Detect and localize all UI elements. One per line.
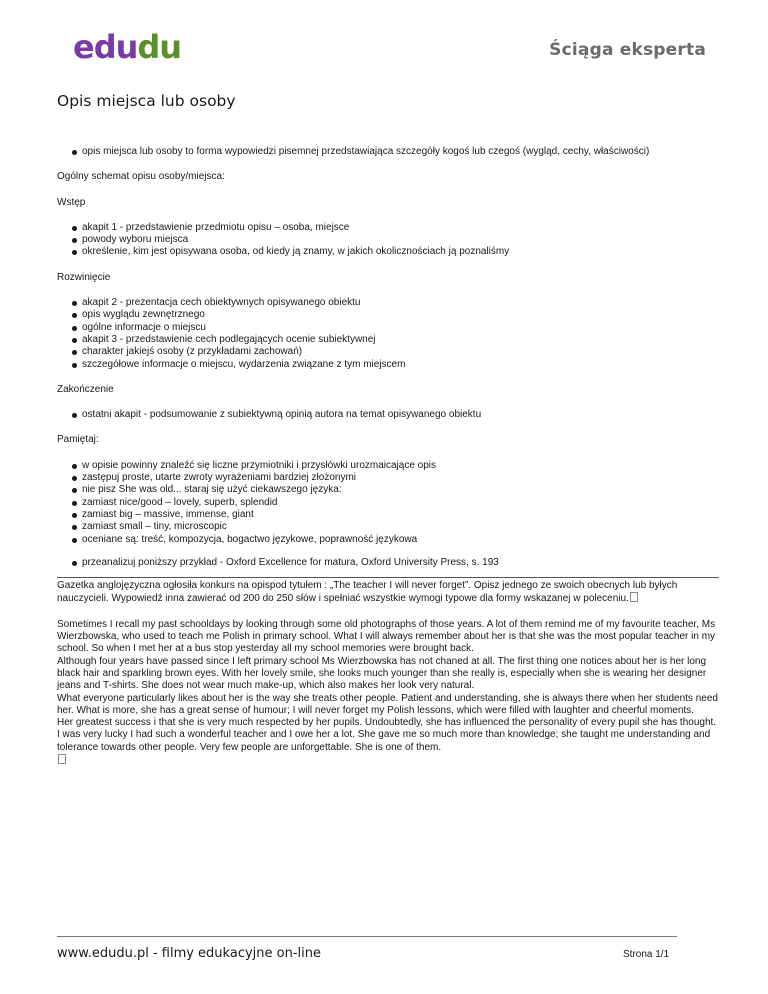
list-item: opis wyglądu zewnętrznego [72,309,719,321]
list-item: ostatni akapit - podsumowanie z subiektywną opinią autora na temat opisywanego obiektu [72,409,719,421]
task-text: Gazetka anglojęzyczna ogłosiła konkurs na opispod tytułem : „The teacher I will never forget”. Opisz jednego ze swoich obecnych lub byłych nauczycieli. Wypowiedź inna zawierać od 200 do 250 słów i spełniać wszystkie wymogi typowe dla formy wskazanej w poleceniu. [57,580,678,605]
svg-text:edudu: edudu [73,28,182,66]
list-item: przeanalizuj poniższy przykład - Oxford Excellence for matura, Oxford University Press, s. 193 [72,557,719,569]
document-body [57,146,719,767]
schema-label: Ogólny schemat opisu osoby/miejsca: [57,171,225,183]
task-prompt [57,580,719,606]
list-item: w opisie powinny znaleźć się liczne przymiotniki i przysłówki urozmaicające opis [72,460,719,472]
essay-paragraph: Although four years have passed since I left primary school Ms Wierzbowska has not chaned at all. The first thing one notices about her is her long black hair and sparkling brown eyes. With her lovely smile, she looks much younger than she really is, especially when she is wearing her designer jeans and T-shirts. She does not wear much make-up, which also makes her look very natural. [57,655,707,692]
list-item: zamiast nice/good – lovely, superb, splendid [72,497,719,509]
section-list-intro [57,222,719,259]
list-item: zastępuj proste, utarte zwroty wyrażeniami bardziej złożonymi [72,472,719,484]
example-essay [57,619,719,768]
footer-url-link[interactable]: www.edudu.pl - filmy edukacyjne on-line [57,946,321,961]
section-list-remember [57,460,719,546]
page-number: Strona 1/1 [623,949,670,960]
list-item: zamiast big – massive, immense, giant [72,509,719,521]
horizontal-divider [57,577,719,578]
trailing-glyph [57,754,719,767]
section-list-body [57,297,719,371]
list-item: akapit 3 - przedstawienie cech podlegających ocenie subiektywnej [72,334,719,346]
example-list [57,557,719,569]
list-item: nie pisz She was old... staraj się użyć ciekawszego języka: [72,484,719,496]
list-item: akapit 2 - prezentacja cech obiektywnych opisywanego obiektu [72,297,719,309]
essay-paragraph: What everyone particularly likes about her is the way she treats other people. Patient and understanding, she is always there when her students need her. What is more, she has a great sense of humour; I will never forget my Polish lessons, which were filled with laughter and cheerful moments. [57,692,718,716]
list-item: ogólne informacje o miejscu [72,322,719,334]
footer-divider [57,936,677,937]
list-item: opis miejsca lub osoby to forma wypowiedzi pisemnej przedstawiająca szczegóły kogoś lub czegoś (wygląd, cechy, właściwości) [72,146,719,158]
list-item: charakter jakiejś osoby (z przykładami zachowań) [72,346,719,358]
section-heading-intro: Wstęp [57,196,86,208]
list-item: zamiast small – tiny, microscopic [72,521,719,533]
missing-glyph-icon [630,592,638,602]
section-heading-ending: Zakończenie [57,383,114,395]
section-heading-body: Rozwinięcie [57,271,111,283]
essay-paragraph: Her greatest success i that she is very much respected by her pupils. Undoubtedly, she has influenced the personality of every pupil she has thought. I was very lucky I had such a wonderful teacher and I owe her a lot. She gave me so much more than knowledge; she taught me understanding and tolerance towards other people. Very few people are unforgettable. She is one of them. [57,717,717,753]
edudu-logo[interactable] [73,28,185,68]
essay-paragraph: Sometimes I recall my past schooldays by looking through some old photographs of those years. A lot of them remind me of my favourite teacher, Ms Wierzbowska, who used to teach me Polish in primary school. What I will always remember about her is that she was the most popular teacher in my school. So when I met her at a bus stop yesterday all my school memories were brought back. [57,618,716,655]
list-item: akapit 1 - przedstawienie przedmiotu opisu – osoba, miejsce [72,222,719,234]
section-heading-remember: Pamiętaj: [57,434,99,446]
page-title: Opis miejsca lub osoby [57,92,236,110]
list-item: określenie, kim jest opisywana osoba, od kiedy ją znamy, w jakich okolicznościach ją poznaliśmy [72,246,719,258]
list-item: oceniane są: treść, kompozycja, bogactwo językowe, poprawność językowa [72,534,719,546]
missing-glyph-icon [58,754,66,764]
brand-tagline: Ściąga eksperta [549,40,706,60]
list-item: powody wyboru miejsca [72,234,719,246]
list-item: szczegółowe informacje o miejscu, wydarzenia związane z tym miejscem [72,359,719,371]
section-list-ending [57,409,719,421]
intro-list [57,146,719,158]
